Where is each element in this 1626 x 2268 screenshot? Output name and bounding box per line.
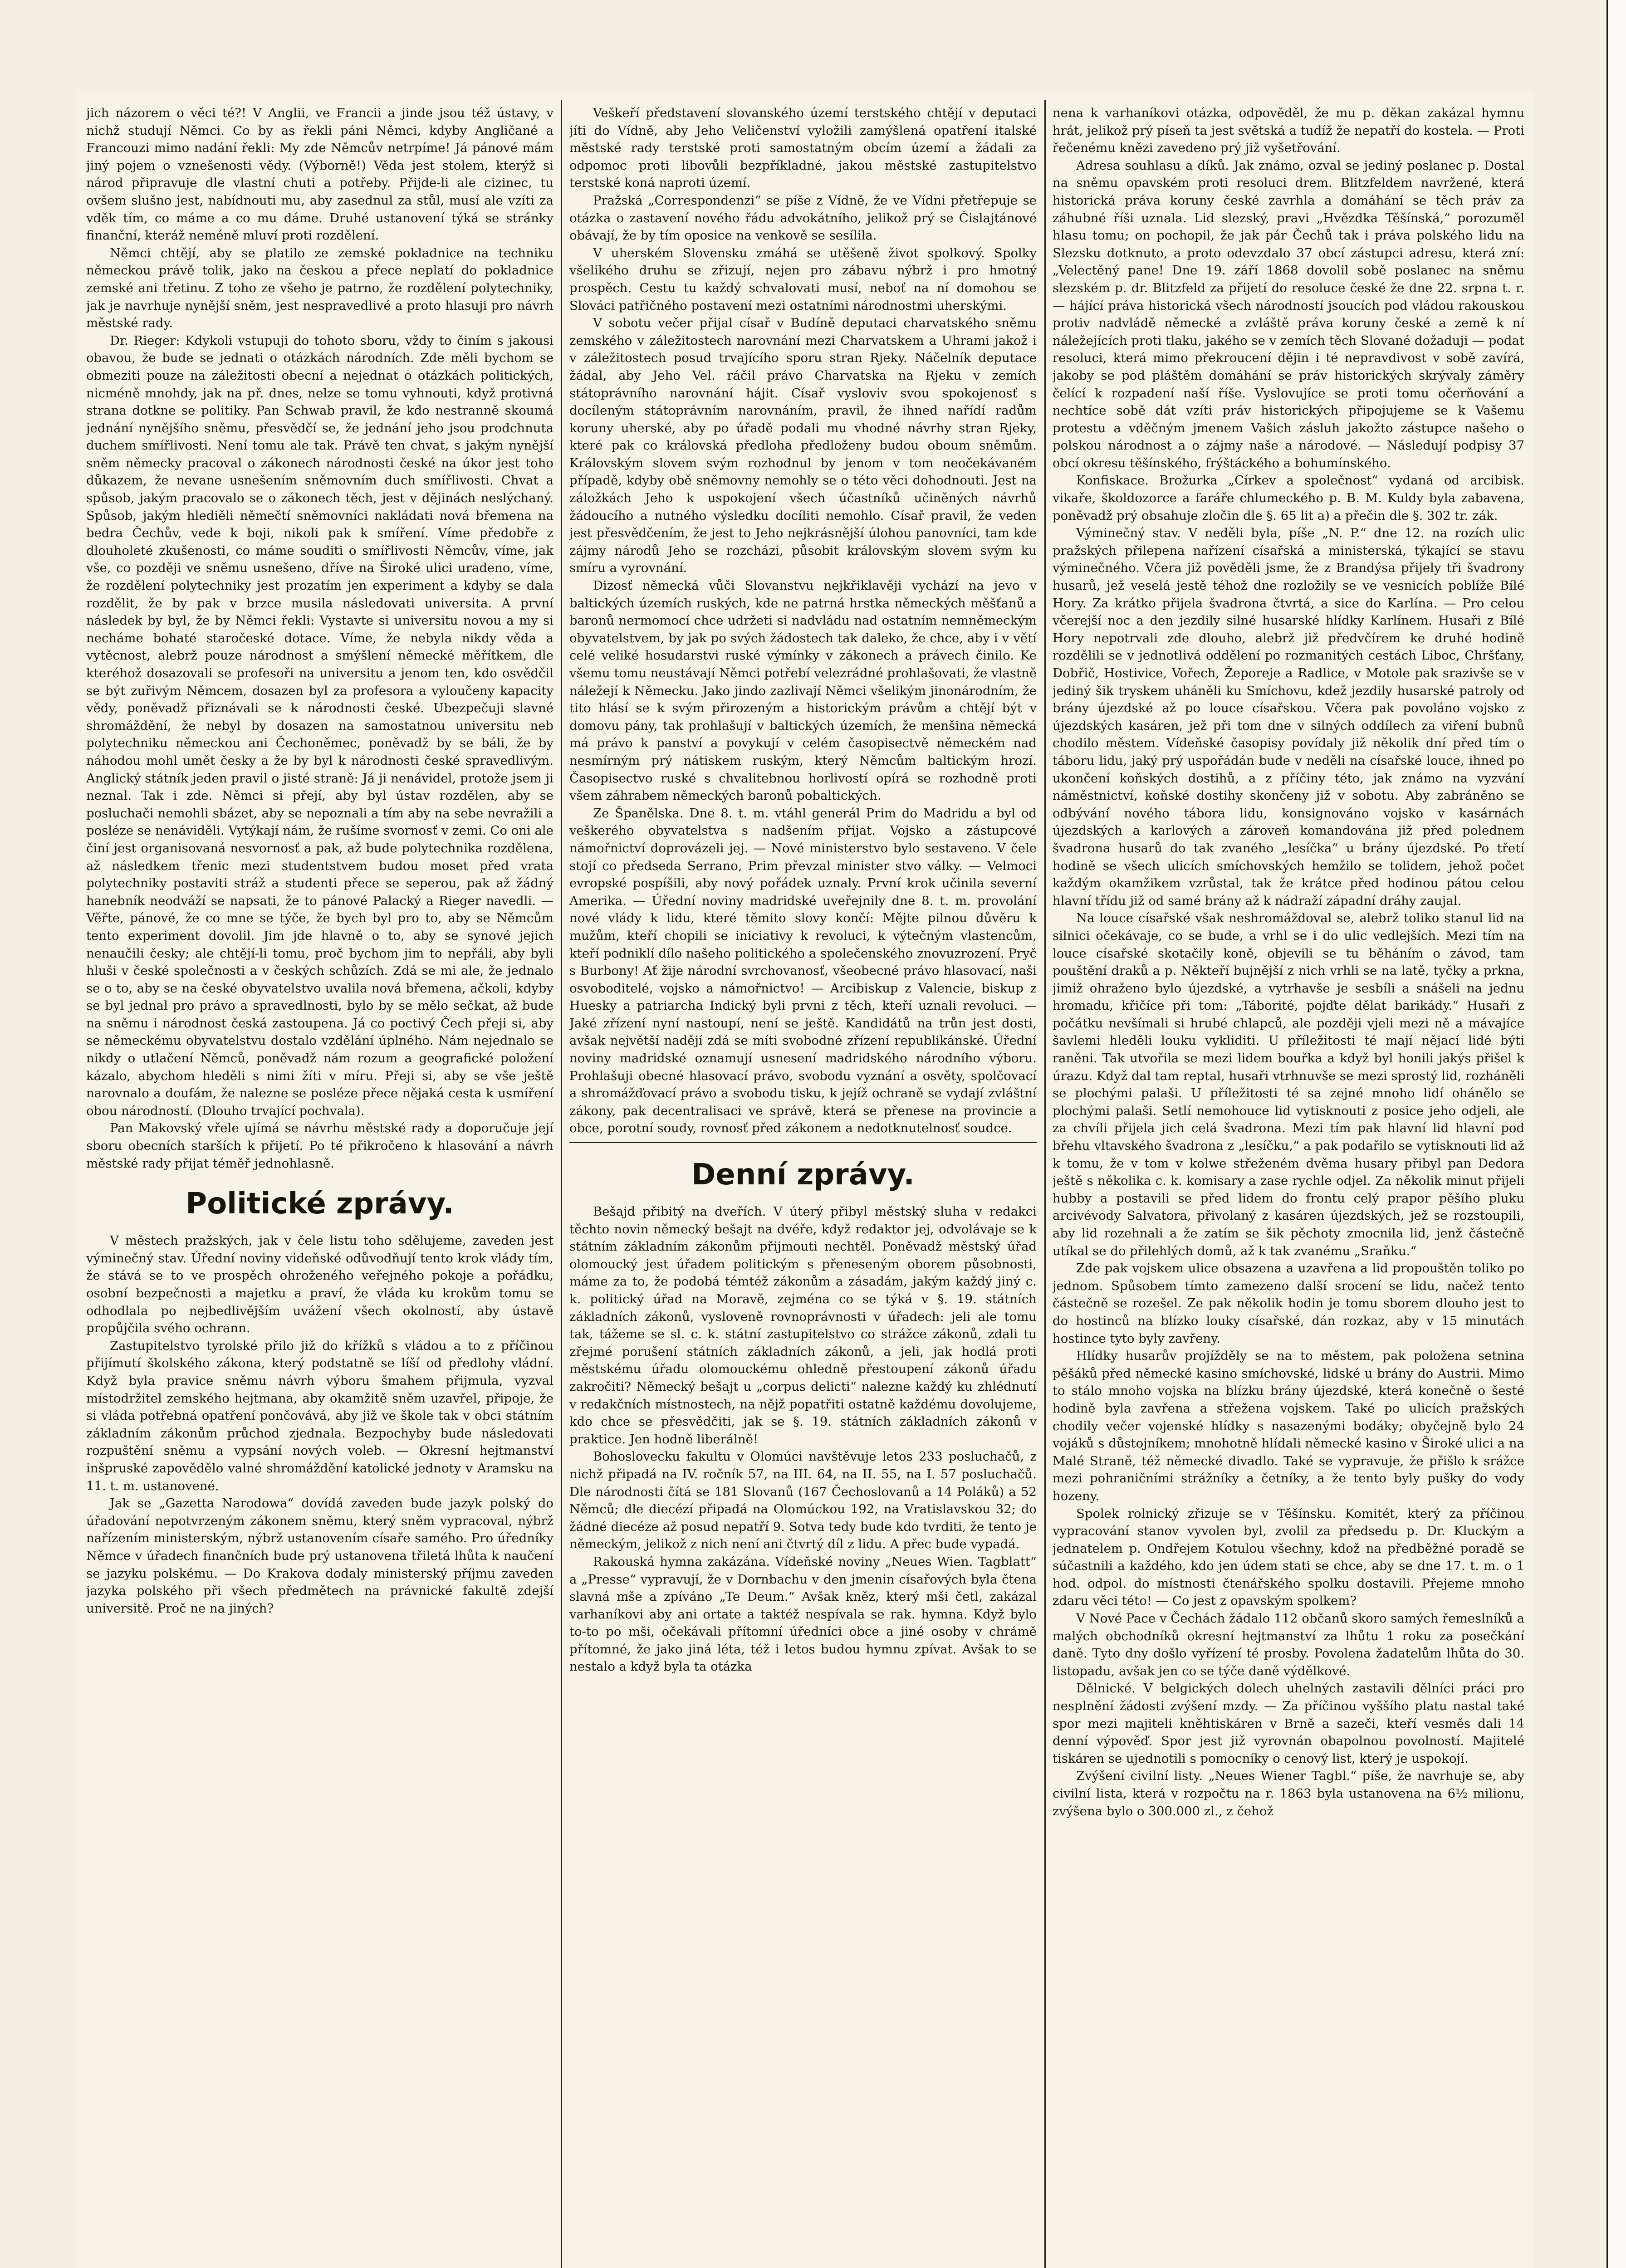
article-paragraph: Adresa souhlasu a díků. Jak známo, ozval se jediný poslanec p. Dostal na sněmu opavském proti resoluci drem. Blitzfeldem navržené, která historická práva koruny české zavrhla a domáhání se těch práv za záhubné říši uznala. Lid slezský, pravi „Hvězdka Těšínská,“ porozuměl hlasu tomu; on pochopil, že jak pár Čechů tak i práva polského lidu na Slezsku dotknuto, a proto odevzdalo 37 obcí zástupci adresu, která zní: „Velectěný pane! Dne 19. září 1868 dovolil sobě poslanec na sněmu slezském p. dr. Blitzfeld za přijetí do resoluce české že dne 22. srpna t. r. — hájící práva historická všech národností jsoucích pod vládou rakouskou protiv nadvládě německé a zvláště práva koruny české a země k ní náležejících proti tlaku, jakého se v zemích těch Slované dožaduji — podat resoluci, která mimo překroucení dějin i té nepravdivost v sobě zavírá, jakoby se pod pláštěm domáhání se práv historických skrývaly záměry čelící k rozpadení naší říše. Vyslovujíce se proti tomu očerňování a nechtíce sobě dát vzíti práv historických připojujeme se k Vašemu protestu a vděčným jmenem Vašich zásluh jakožto zástupce našeho o polskou národnost a o zájmy naše a národové. — Následují podpisy 37 obcí okresu těšínského, frýštáckého a bohumínského. xyxy=(1053,158,1524,470)
article-paragraph: Dizosť německá vůči Slovanstvu nejkřiklavěji vychází na jevo v baltických územích ruských, kde ne patrná hrstka německých měšťanů a baronů nermomocí chce udržeti si nadvládu nad ostatním nemněmeckým obyvatelstvem, by jak po svých žádostech tak daleko, že chce, aby i v větí celé veliké hosudarstvi ruské výmínky v zákonech a právech činilo. Ke všemu tomu neustávají Němci potřebí velezrádné prohlašovati, že vlastně náležejí k Německu. Jako jindo zazlivají Němci všelikým jinonárodním, že tito hlásí se k svým přirozeným a historickým právům a chtějí být v domovu pány, tak prohlašují v baltických územích, že menšina německá má právo k panství a povykují v celém časopisectvě německém nad nesmírným prý nátiskem ruským, který Němcům baltickým hrozí. Časopisectvo ruské s chvalitebnou horlivostí opírá se rozhodně proti všem záhrabem německých baronů pobaltických. xyxy=(569,578,1037,803)
article-paragraph: Dělnické. V belgických dolech uhelných zastavili dělníci práci pro nesplnění žádosti zvýšení mzdy. — Za příčinou vyššího platu nastal také spor mezi majiteli kněhtiskáren v Brně a sazeči, kteří vesměs dali 14 denní výpověď. Spor jest již vyrovnán obapolnou povolností. Majitelé tiskáren se ujednotili s pomocníky o cenový list, který je uspokojí. xyxy=(1053,1681,1524,1766)
article-paragraph: Zvýšení civilní listy. „Neues Wiener Tagbl.“ píše, že navrhuje se, aby civilní lista, která v rozpočtu na r. 1863 byla ustanovena na 6½ milionu, zvýšena bylo o 300.000 zl., z čehož xyxy=(1053,1769,1524,1818)
article-paragraph: Jak se „Gazetta Narodowa“ dovídá zaveden bude jazyk polský do úřadování nepotvrzeným zákonem sněmu, který sněm vypracoval, nýbrž nařízením ministerským, nýbrž ustanovením císaře samého. Pro úředníky Němce v úřadech finančních bude prý ustanovena třiletá lhůta k naučení se jazyku polskému. — Do Krakova dodaly ministerský příjmu zaveden jazyka polského při všech předmětech na právnické fakultě zdejší universitě. Proč ne na jiných? xyxy=(86,1496,553,1616)
section-divider xyxy=(569,1142,1037,1143)
column-3 xyxy=(1053,104,1524,2268)
newspaper-page xyxy=(77,91,1533,2268)
article-paragraph: V Nové Pace v Čechách žádalo 112 občanů skoro samých řemeslníků a malých obchodníků okresní hejtmanství za lhůtu 1 roku za posečkání daně. Tyto dny došlo vyřízení té prosby. Povolena žadatelům lhůta do 30. listopadu, avšak jen co se týče daně výdělkové. xyxy=(1053,1611,1524,1678)
article-paragraph: nena k varhaníkovi otázka, odpověděl, že mu p. děkan zakázal hymnu hrát, jelikož prý píseň ta jest světská a tudíž že nepatří do kostela. — Proti řečenému knězi zavedeno prý již vyšetřování. xyxy=(1053,106,1524,156)
article-paragraph: Veškeří představení slovanského území terstského chtějí v deputaci jíti do Vídně, aby Jeho Veličenství vyložili zamýšlená opatření italské městské rady terstské proti samostatným obcím území a žádali za odpomoc proti libovůli bezpříkladné, jakou městské zastupitelstvo terstské koná naproti území. xyxy=(569,106,1037,191)
article-paragraph: Ze Španělska. Dne 8. t. m. vtáhl generál Prim do Madridu a byl od veškerého obyvatelstva s nadšením přijat. Vojsko a zástupcové námořnictví doprovázeli jej. — Nové ministerstvo bylo sestaveno. V čele stojí co předseda Serrano, Prim převzal minister stvo války. — Velmoci evropské pospíšili, aby nový pořádek uznaly. První krok učinila severní Amerika. — Úřední noviny madridské uveřejnily dne 8. t. m. provolání nové vlády k lidu, které těmito slovy končí: Mějte pilnou důvěru k mužům, kteří chopili se iniciativy k revoluci, k výtečným vlastencům, kteří podniklí dílo našeho politického a společenského znovuzrození. Pryč s Burbony! Ať žije národní svrchovanosť, všeobecné právo hlasovací, naši osvoboditelé, vojsko a námořnictvo! — Arcibiskup z Valencie, biskup z Huesky a patriarcha Indický byli prvni z těch, kteří uznali revoluci. — Jaké zřízení nyní nastoupí, není se ještě. Kandidátů na trůn jest dosti, avšak největší nadějí zdá se míti svobodné zřízení republikánské. Úřední noviny madridské oznamují usnesení madridského národního výboru. Prohlašuji obecné hlasovací právo, svobodu vyznání a osvěty, spolčovací a shromážďovací právo a svobodu tisku, k jejíž ochraně se vydají zvláštní zákony, pak decentralisaci ve správě, která se přenese na provincie a obce, porotní soudy, rovnosť před zákonem a nedotknutelnosť soudce. xyxy=(569,806,1037,1136)
article-paragraph: Na louce císařské však neshromáždoval se, alebrž toliko stanul lid na silnici očekávaje, co se bude, a vrhl se i do ulic vedlejších. Mezi tím na louce císařské skotačily koně, objevili se tu běháním o závod, tam pouštění draků a p. Někteří bujnější z nich vrhli se na latě, tyčky a prkna, jimiž ohraženo bylo újezdské, a vytrhavše je sesbíli a snášeli na jednu hromadu, křičíce při tom: „Táborité, pojďte dělat barikády.“ Husaři z počátku nevšímali si hrubé chlapců, ale později vjeli mezi ně a mávajíce šavlemi hleděli louku vykliditi. U příležitosti té mají nějací lidé býti raněni. Tak utvořila se mezi lidem bouřka a když byl honili jakýs přišel k úrazu. Když dal tam reptal, husaři vtrhnuvše se mezi sprostý lid, rozháněli se plochými palaši. U příležitosti té sa zejné mnoho lidí ohánělo se plochými palaši. Setlí nemohouce lid vytisknouti z posice jeho odjeli, ale za chvíli přijela jich celá švadrona. Mezi tím pak hlavní lid hlavní pod břehu vltavského švadrona z „lesíčku,“ a pak podařilo se vytisknouti lid až k tomu, že v tom v kolwe střeženém dvěma husary přibyl pan Dedora ještě s několika c. k. komisary a zase rychle odjel. Za několik minut přijeli hubby a postavili se před lidem do frontu celý prapor pěšího pluku arcivévody Salvatora, přivolaný z kasáren újezdských, jež se rozstoupili, aby lid rozehnali a že zatím se šik pěchoty zmocnila lid, jenž částečně utíkal se do přilehlých domů, až k tak zvanému „Sraňku.“ xyxy=(1053,911,1524,1258)
article-paragraph: jich názorem o věci té?! V Anglii, ve Francii a jinde jsou též ústavy, v nichž studují Němci. Co by as řekli páni Němci, kdyby Angličané a Francouzi mimo nadání řekli: My zde Němcův netrpíme! Já pánové mám jiný pojem o vznešenosti vědy. (Výborně!) Věda jest stolem, kterýž si národ připravuje dle vlastní chuti a potřeby. Přijde-li ale cizinec, tu ovšem slušno jest, nabídnouti mu, aby zasednul za stůl, musí ale vzíti za vděk tím, co máme a co mu dáme. Druhé ustanovení týká se stránky finanční, kteráž neméně mluví proti rozdělení. xyxy=(86,106,553,243)
article-paragraph: Dr. Rieger: Kdykoli vstupuji do tohoto sboru, vždy to činím s jakousi obavou, že bude se jednati o otázkách národních. Zde měli bychom se obmeziti pouze na záležitosti obecní a nejednat o otázkách politických, nicméně mnohdy, jak na př. dnes, nelze se tomu vyhnouti, když protivná strana dotkne se politiky. Pan Schwab pravil, že kdo nestranně skoumá jednání nynějšího sněmu, přesvědčí se, že jednání jeho jsou prodchnuta duchem smířlivosti. Není tomu ale tak. Právě ten chvat, s jakým nynější sněm německy pracoval o zákonech národnosti české na úkor jest toho důkazem, že nevane usnešením sněmovním duch smířlivosti. Chvat a spůsob, jakým pracovalo se o zákonech těch, jest v dějinách neslýchaný. Spůsob, jakým hlediěli němečtí sněmovníci nakládati nová břemena na bedra Čechův, vede k boji, nikoli pak k smíření. Víme předobře z dlouholeté zkušenosti, co máme souditi o smířlivosti Němcův, víme, jak vše, co později ve sněmu usnešeno, dříve na Široké ulici uradeno, víme, že rozdělení polytechniky jest prozatím jen experiment a kdyby se dala rozdělit, že by pak v brzce musila následovati universita. A první následek by byl, že by Němci řekli: Vystavte si universitu novou a my si necháme bohaté staročeské dotace. Víme, že nebyla nikdy věda a vytěcnost, alebrž pouze národnost a smýšlení německé měřítkem, dle kteréhož dosazovali se profesoři na universitu a jenom ten, kdo osvědčil se být zuřivým Němcem, dosazen byl za profesora a vyloučeny kapacity vědy, poněvadž přiznávali se k národnosti české. Ubezpečuji slavné shromáždění, že nebyl by dosazen na samostatnou universitu neb polytechniku německou ani Čechoněmec, poněvadž by se báli, že by náhodou mohl umět česky a že by byl k národnosti české spravedlivým. Anglický státník jeden pravil o jisté straně: Já ji nenávidel, protože jsem ji neznal. Tak i zde. Němci si přejí, aby byl ústav rozdělen, aby se posluchači nemohli sbázet, aby se nepoznali a tím aby na sebe nevražili a posléze se nenáviděli. Vytýkají nám, že rušíme svornosť v zemi. Co oni ale činí jest organisovaná nesvornosť a pak, až bude polytechnika rozdělena, až následkem třenic mezi studentstvem budou moset před vrata polytechniky postaviti stráž a studenti přece se seperou, pak až žádný hanebník neodváží se napsati, že to pánové Palacký a Rieger navedli. — Věřte, pánové, že co mne se týče, že bych byl pro to, aby se Němcům tento experiment dovolil. Jim jde hlavně o to, aby se synové jejich nenaučili česky; ale chtějí-li tomu, proč bychom jim to nepřáli, aby byli hluši v české společnosti a v českých schůzích. Zdá se mi ale, že jednalo se o to, aby se na české obyvatelstvo uvalila nová břemena, ačkoli, kdyby se byl jednal pro právo a spravedlnosti, bylo by se mělo sečkat, až bude na sněmu i národnost česká zastoupena. Já co poctivý Čech přeji si, aby se německému obyvatelstvu dostalo vzdělání úplného. Nám nejednalo se nikdy o utlačení Němců, poněvadž nám rozum a geografické položení kázalo, abychom hleděli s nimi žíti v míru. Přeji si, aby se vše ještě narovnalo a doufám, že nalezne se posléze přece nějaká cesta k usmíření obou národností. (Dlouho trvající pochvala). xyxy=(86,333,553,1118)
article-paragraph: V uherském Slovensku zmáhá se utěšeně život spolkový. Spolky všelikého druhu se zřizují, nejen pro zábavu nýbrž i pro hmotný prospěch. Cestu tu každý schvalovati musí, neboť na ní domohou se Slováci patřičného postavení mezi ostatními národnostmi uherskými. xyxy=(569,245,1037,313)
article-paragraph: Pražská „Correspondenzi“ se píše z Vídně, že ve Vídni přetřepuje se otázka o zastavení nového řádu advokátního, jelikož prý se Čislajtánové obávají, že by tím oposice na venkově se sesílila. xyxy=(569,193,1037,243)
article-paragraph: Bohoslovecku fakultu v Olomúci navštěvuje letos 233 posluchačů, z nichž připadá na IV. ročník 57, na III. 64, na II. 55, na I. 57 posluchačů. Dle národnosti čítá se 181 Slovanů (167 Čechoslovanů a 14 Poláků) a 52 Němců; dle diecézí připadá na Olomúckou 192, na Vratislavskou 32; do žádné diecéze až posud nepatří 9. Sotva tedy bude kdo tvrditi, že tento je německým, jelikož z nich není ani čtvrtý díl z lidu. A přec bude vypadá. xyxy=(569,1449,1037,1552)
article-paragraph: Rakouská hymna zakázána. Vídeňské noviny „Neues Wien. Tagblatt“ a „Presse“ vypravují, že v Dornbachu v den jmenin císařových byla čtena slavná mše a zpíváno „Te Deum.“ Avšak kněz, který mši četl, zakázal varhaníkovi aby ani ortate a taktéž nespívala se rak. hymna. Když bylo to-to po mši, očekávali přítomní úředníci obce a jiné osoby v chrámě přítomné, že jako jiná léta, též i letos budou hymnu zpívat. Avšak to se nestalo a když byla ta otázka xyxy=(569,1554,1037,1674)
column-divider xyxy=(561,100,562,2268)
article-paragraph: Zastupitelstvo tyrolské přilo již do křížků s vládou a to z příčinou přijímutí školského zákona, který podstatně se líší od předlohy vládní. Když byla pravice sněmu návrh výboru šmahem přijmula, vyzval místodržitel zemského hejtmana, aby okamžitě sněm uzavřel, připoje, že si vláda potřebná opatření pončovává, aby již ve škole tak v obci státním základním zákonům průchod zjednala. Bezpochyby bude následovati rozpuštění sněmu a vypsání nových voleb. — Okresní hejtmanství inšpruské zapovědělo valné shromáždění katolické jednoty v Aramsku na 11. t. m. ustanovené. xyxy=(86,1338,553,1493)
article-paragraph: Konfiskace. Brožurka „Církev a společnost“ vydaná od arcibisk. vikaře, školdozorce a faráře chlumeckého p. B. M. Kuldy byla zabavena, poněvadž prý obsahuje zločin dle §. 65 lit a) a přečin dle §. 302 tr. zák. xyxy=(1053,473,1524,523)
article-paragraph: Bešajd přibitý na dveřích. V úterý přibyl městský sluha v redakci těchto novin německý bešajt na dvéře, když redaktor jej, odvolávaje se k státním základním zákonům přijmouti nechtěl. Poněvadž městský úřad olomoucký jest úřadem politickým s přeneseným oborem působnosti, máme za to, že podobá témtéž zákonům a zásadám, jakým každý jiný c. k. politický úřad na Moravě, zejména co se týká v §. 19. státních základních zákonů, vysloveně rovnoprávnosti v úřadech: jeli ale tomu tak, tážeme se sl. c. k. státní zastupitelstvo co strážce zákonů, zdali tu zřejmé porušení státních základních zákonů, a jeli, jak hodlá proti městskému úřadu olomouckému ohledně přestoupení zákonů úřadu zakročiti? Německý bešajt u „corpus delicti“ nalezne každý ku zhlédnutí v redakčních místnostech, na nějž popatřiti ostatně každému dovolujeme, kdo chce se přesvědčiti, jak se §. 19. státních základních zákonů v praktice. Jen hodně liberálně! xyxy=(569,1204,1037,1447)
article-paragraph: Spolek rolnický zřizuje se v Těšínsku. Komitét, který za příčinou vypracování stanov vyvolen byl, zvolil za předsedu p. Dr. Kluckým a jednatelem p. Ondřejem Kotulou všechny, kdož na předběžné poradě se súčastnili a každého, kdo jen údem stati se chce, aby se dne 17. t. m. o 1 hod. odpol. do místnosti čtenářského spolku dostavili. Přejeme mnoho zdaru věci této! — Co jest z opavským spolkem? xyxy=(1053,1506,1524,1608)
article-paragraph: Výminečný stav. V neděli byla, píše „N. P.“ dne 12. na rozích ulic pražských přilepena nařízení císařská a ministerská, týkající se stavu výminečného. Včera již pověděli jsme, že z Brandýsa přijely tři švadrony husarů, jež veselá jestě téhož dne rozložily se ve vesnicích poblíže Bílé Hory. Za krátko přijela švadrona čtvrtá, a sice do Karlína. — Pro celou včerejší noc a den jezdily silné husarské hlídky Karlínem. Husaři z Bílé Hory nepotrvali zde dlouho, alebrž již předvčírem ke druhé hodině rozdělili se v jednotlivá oddělení po rozmanitých cestách Liboc, Chršťany, Dobřič, Hostivice, Vořech, Žeporeje a Radlice, v Motole pak srazivše se v jediný šik tryskem uháněli ku Smíchovu, kdež jezdily husarské patroly od brány újezdské až po louce císařskou. Včera pak povoláno vojsko z újezdských kasáren, jež při tom dne v silných oddílech za viření bubnů chodilo městem. Vídeňské časopisy povídaly již několik dní před tím o táboru lidu, jaký prý uspořádán bude v neděli na císařské louce, ihned po ukončení koňských dostihů, a z příčiny této, jak známo na vyzvání náměstnictví, koňské dostihy skončeny již v sobotu. Aby zabráněno se odbývání nového tábora lidu, konsignováno vojsko v kasárnách újezdských a karlových a zároveň komandována již před polednem švadrona husarů do tak zvaného „lesíčka“ u brány újezdské. Po třetí hodině se všech ulicích smíchovských hemžilo se tolidem, jehož počet každým okamžikem vzrůstal, tak že krátce před hodinou pátou celou hlavní třídu již od samé brány až k nádraží západní dráhy zaujal. xyxy=(1053,526,1524,908)
column-divider xyxy=(1044,100,1046,2268)
article-paragraph: Hlídky husarův projížděly se na to městem, pak položena setnina pěšáků před německé kasino smíchovské, lidské u brány do Austrii. Mimo to stálo mnoho vojska na blízku brány újezdské, která konečně o šesté hodině byla zavřena a střežena vojskem. Také po ulicích pražských chodily večer vojenské hlídky s nasazenými bodáky; obyčejně bylo 24 vojáků s důstojníkem; mnohotně hlídali německé kasino v Široké ulici a na Malé Straně, též německé divadlo. Také se vypravuje, že přišlo k srážce mezi pohraničními strážníky a četníky, a že tento byly pušky do vody hozeny. xyxy=(1053,1349,1524,1503)
article-paragraph: Němci chtějí, aby se platilo ze zemské pokladnice na techniku německou právě tolik, jako na českou a přece neplatí do pokladnice zemské ani třetinu. Z toho ze všeho je patrno, že rozdělení polytechniky, jak je navrhuje nynější sněm, jest nespravedlivé a proto hlasuji pro návrh městské rady. xyxy=(86,245,553,331)
page-edge-margin xyxy=(1606,0,1626,2268)
column-1 xyxy=(86,104,553,2268)
article-paragraph: V sobotu večer přijal císař v Budíně deputaci charvatského sněmu zemského v záležitostech narovnání mezi Charvatskem a Uhrami jakož i v záležitostech posud trvajícího sporu stran Rjeky. Náčelník deputace žádal, aby Jeho Vel. ráčil právo Charvatska na Rjeku v zemích státoprávního narovnání hájit. Císař vysloviv svou spokojenosť s docíleným státoprávním narovnáním, pravil, že ihned nařídí radům koruny uherské, aby po úřadě podali mu vhodné návrhy stran Rjeky, které pak co královská předloha předloženy budou oboum sněmům. Královským slovem svým rozhodnul by jenom v tom neočekávaném případě, kdyby obě sněmovny nemohly se o této věci dohodnouti. Jest na záložkách Jeho k uspokojení všech účastníků učiněných návrhů žádoucího a nutného výsledku docíliti nemohlo. Císař pravil, že veden jest přesvědčením, že jest to Jeho nejkrásnější úlohou panovníci, tam kde zájmy národů Jeho se rozcházi, působit královským slovem svým ku smíru a vyrovnání. xyxy=(569,316,1037,576)
article-paragraph: V městech pražských, jak v čele listu toho sdělujeme, zaveden jest výminečný stav. Úřední noviny videňské odůvodňují tento krok vlády tím, že stává se to ve prospěch ohroženého veřejného pokoje a pořádku, osobní bezpečnosti a majetku a praví, že vláda ku krokům tomu se odhodlala po nejbedlivějším uvážení všech okolností, aby ústavě propůjčila svého ochrann. xyxy=(86,1233,553,1336)
article-paragraph: Zde pak vojskem ulice obsazena a uzavřena a lid propouštěn toliko po jednom. Spůsobem tímto zamezeno další srocení se lidu, načež tento částečně se rozešel. Ze pak několik hodin je tomu sborem dlouho jest to do hostinců na blízko louky císařské, dán rozkaz, aby v 15 minutách hostince tyto byly zavřeny. xyxy=(1053,1261,1524,1346)
section-heading-denni: Denní zprávy. xyxy=(691,1158,915,1192)
column-2 xyxy=(569,104,1037,2268)
article-paragraph: Pan Makovský vřele ujímá se návrhu městské rady a doporučuje její sboru obecních starších k přijetí. Po té přikročeno k hlasování a návrh městské rady přijat téměř jednohlasně. xyxy=(86,1121,553,1171)
section-heading-politicke: Politické zprávy. xyxy=(186,1187,454,1221)
